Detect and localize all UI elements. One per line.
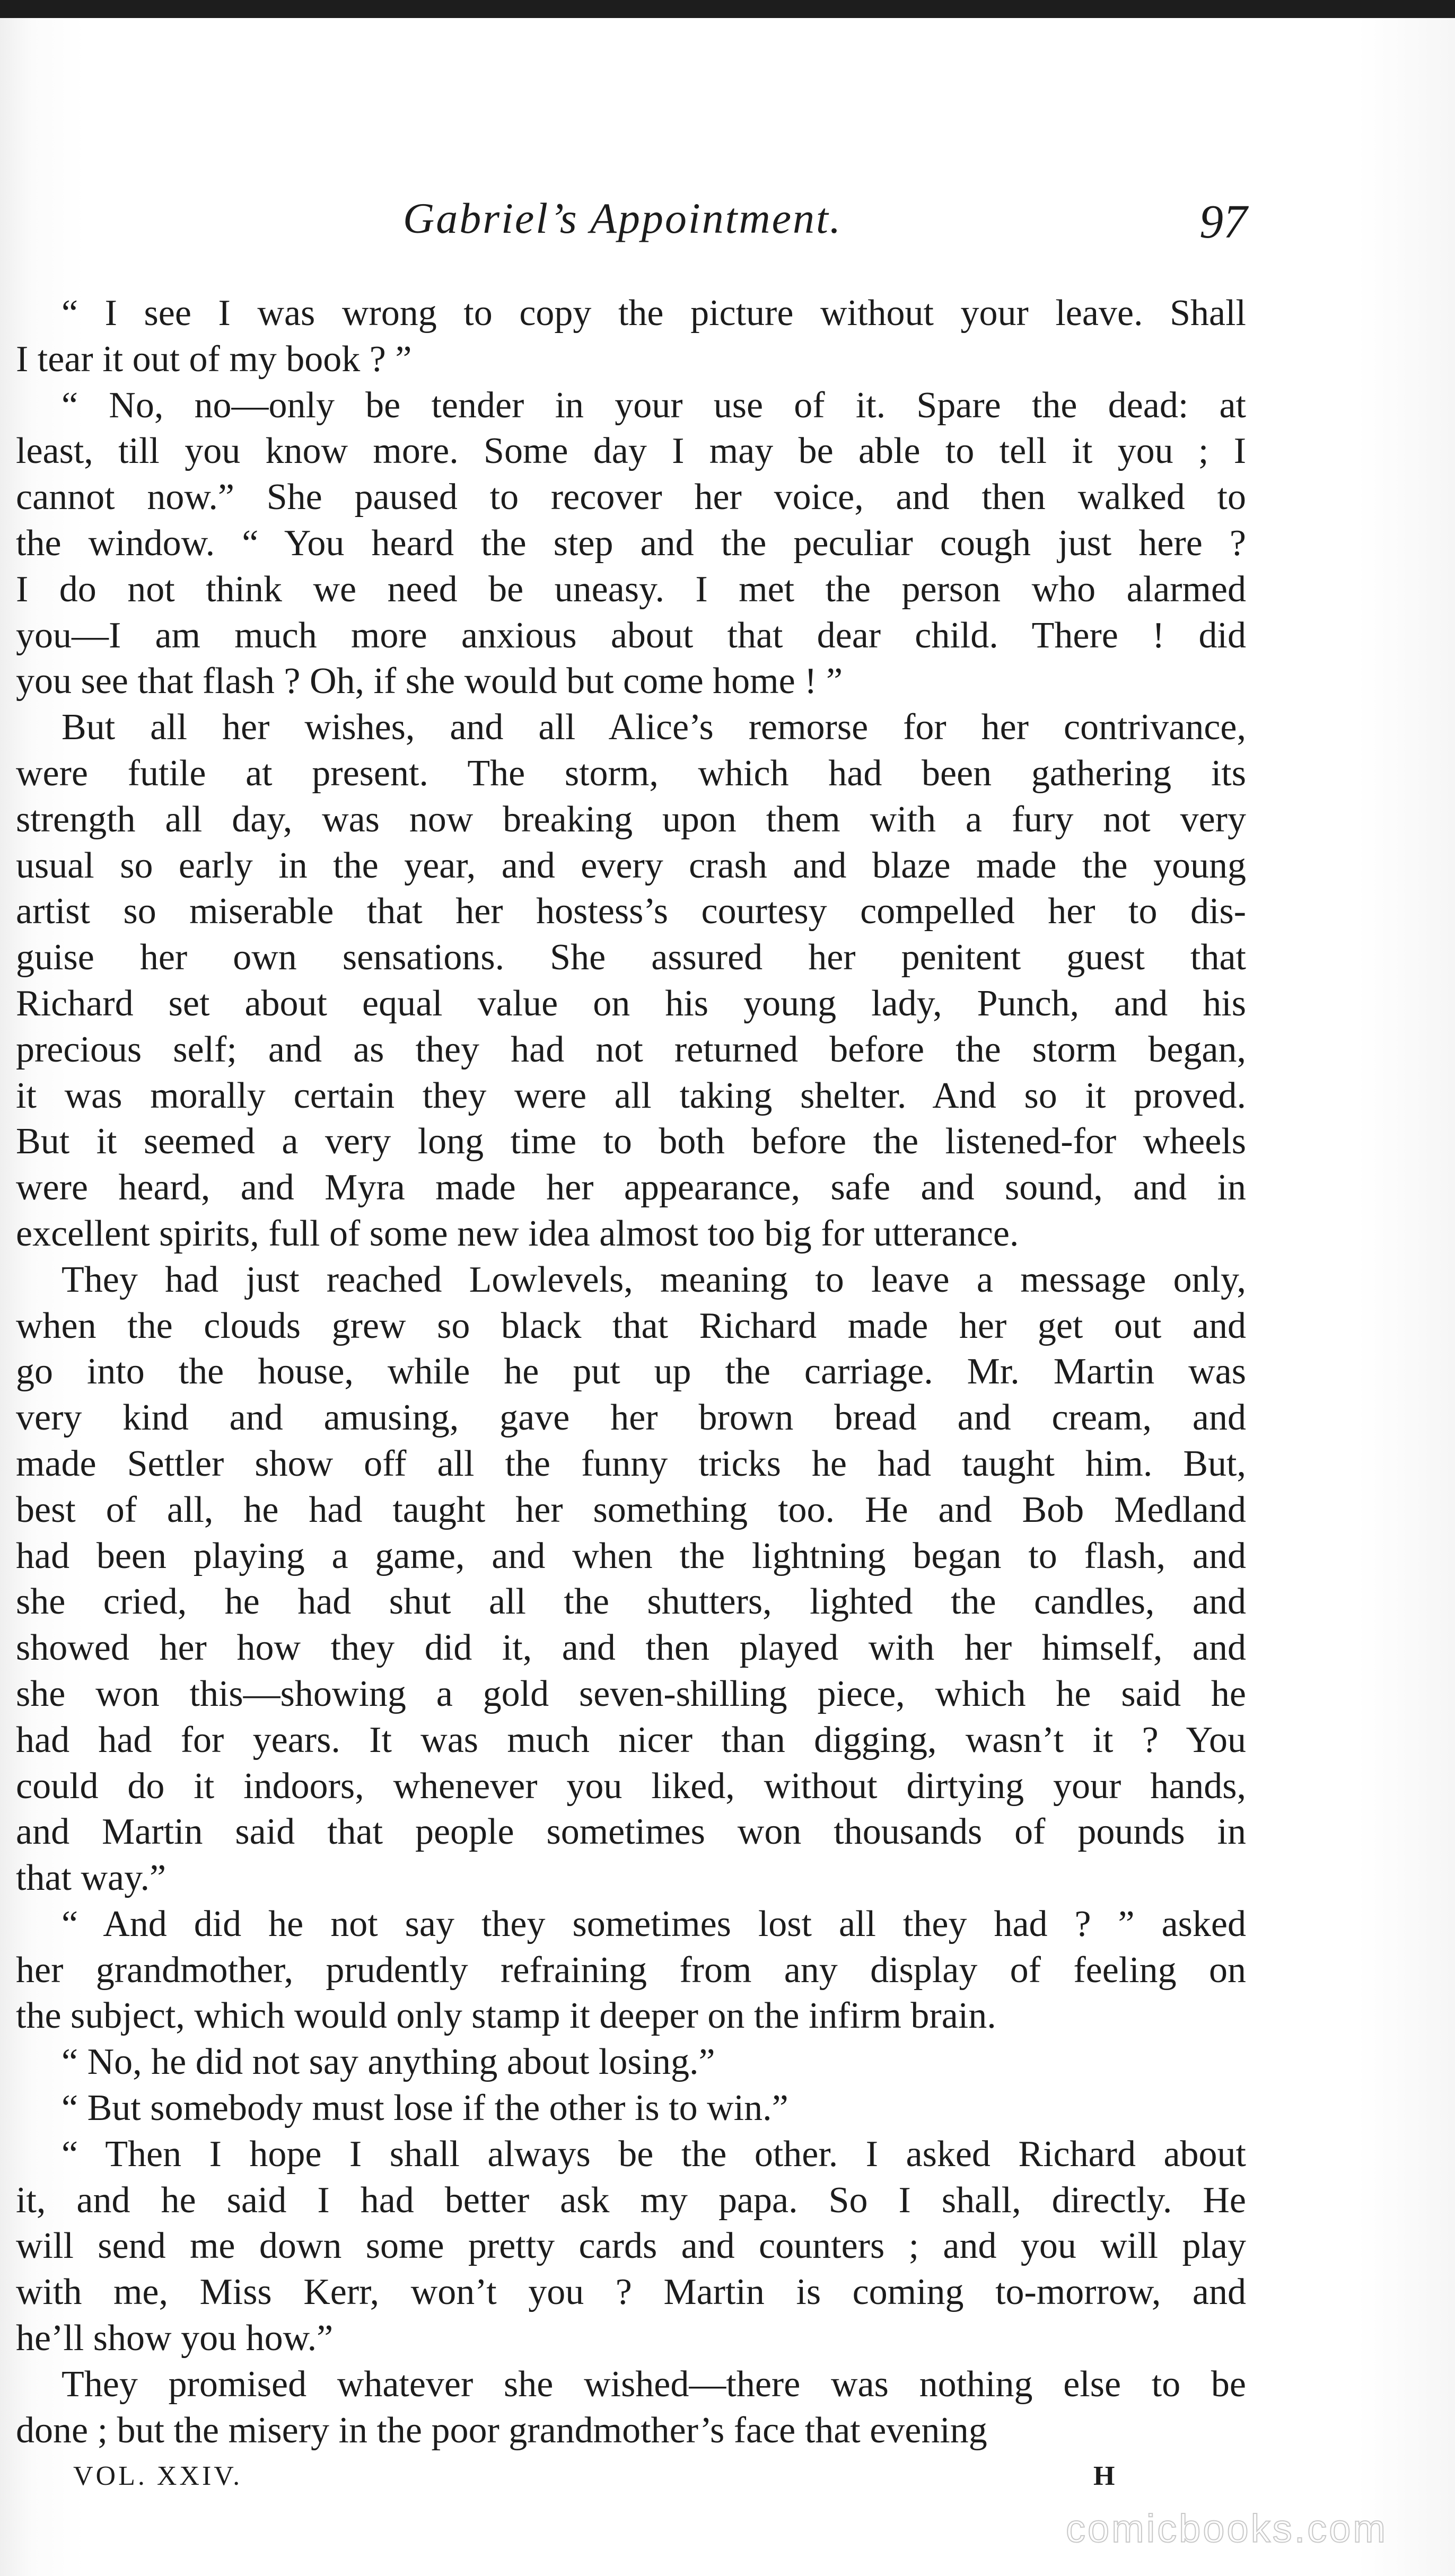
text-line: could do it indoors, whenever you liked, without dirtying your hands, [16, 1765, 1246, 1807]
text-line: the subject, which would only stamp it deeper on the infirm brain. [16, 1995, 996, 2037]
text-line: precious self; and as they had not returned before the storm began, [16, 1029, 1246, 1070]
text-line: and Martin said that people sometimes won thousands of pounds in [16, 1811, 1246, 1853]
text-line: usual so early in the year, and every crash and blaze made the young [16, 845, 1246, 886]
text-line: “ But somebody must lose if the other is to win.” [62, 2088, 788, 2129]
text-line: I tear it out of my book ? ” [16, 338, 412, 380]
page-number: 97 [1199, 196, 1247, 248]
text-line: They promised whatever she wished—there was nothing else to be [62, 2363, 1246, 2405]
text-line: excellent spirits, full of some new idea almost too big for utterance. [16, 1213, 1019, 1254]
text-line: her grandmother, prudently refraining from any display of feeling on [16, 1949, 1246, 1991]
text-line: best of all, he had taught her something too. He and Bob Medland [16, 1489, 1246, 1530]
text-line: strength all day, was now breaking upon them with a fury not very [16, 799, 1246, 840]
text-line: were futile at present. The storm, which had been gathering its [16, 752, 1246, 794]
paragraph [16, 1902, 1246, 2039]
text-line: “ Then I hope I shall always be the other. I asked Richard about [62, 2133, 1246, 2175]
running-head: Gabriel’s Appointment. [403, 194, 843, 242]
text-line: it, and he said I had better ask my papa. So I shall, directly. He [16, 2179, 1246, 2221]
text-line: “ And did he not say they sometimes lost all they had ? ” asked [62, 1903, 1246, 1944]
text-line: I do not think we need be uneasy. I met the person who alarmed [16, 568, 1246, 610]
body-text [16, 291, 1246, 2454]
paragraph [16, 291, 1246, 383]
paragraph [16, 2362, 1246, 2454]
page-header [0, 183, 1455, 262]
text-line: done ; but the misery in the poor grandmother’s face that evening [16, 2409, 987, 2451]
text-line: that way.” [16, 1857, 166, 1899]
text-line: But it seemed a very long time to both before the listened-for wheels [16, 1121, 1246, 1162]
signature-mark: H [1093, 2461, 1115, 2491]
text-line: go into the house, while he put up the carriage. Mr. Martin was [16, 1351, 1246, 1392]
text-line: Richard set about equal value on his young lady, Punch, and his [16, 983, 1246, 1024]
text-line: with me, Miss Kerr, won’t you ? Martin is coming to-morrow, and [16, 2272, 1246, 2313]
text-line: “ No, he did not say anything about losing.” [62, 2041, 715, 2083]
text-line: “ No, no—only be tender in your use of it. Spare the dead: at [62, 384, 1246, 426]
page-top-edge [0, 0, 1455, 18]
text-line: least, till you know more. Some day I may be able to tell it you ; I [16, 431, 1246, 472]
text-line: she cried, he had shut all the shutters, lighted the candles, and [16, 1581, 1246, 1623]
text-line: he’ll show you how.” [16, 2318, 334, 2359]
text-line: guise her own sensations. She assured her penitent guest that [16, 937, 1246, 978]
text-line: made Settler show off all the funny tricks he had taught him. But, [16, 1443, 1246, 1484]
text-line: the window. “ You heard the step and the peculiar cough just here ? [16, 522, 1246, 564]
text-line: had had for years. It was much nicer than digging, wasn’t it ? You [16, 1719, 1246, 1760]
text-line: will send me down some pretty cards and counters ; and you will play [16, 2225, 1246, 2267]
text-line: “ I see I was wrong to copy the picture without your leave. Shall [62, 293, 1246, 334]
paragraph [16, 383, 1246, 705]
paragraph [16, 2086, 1246, 2132]
text-line: she won this—showing a gold seven-shilling piece, which he said he [16, 1673, 1246, 1714]
text-line: had been playing a game, and when the lightning began to flash, and [16, 1535, 1246, 1576]
paragraph [16, 2039, 1246, 2086]
text-line: it was morally certain they were all taking shelter. And so it proved. [16, 1075, 1246, 1116]
text-line: showed her how they did it, and then played with her himself, and [16, 1627, 1246, 1669]
volume-label: VOL. XXIV. [73, 2461, 243, 2491]
text-line: you see that flash ? Oh, if she would but come home ! ” [16, 661, 843, 702]
paragraph [16, 705, 1246, 1257]
text-line: were heard, and Myra made her appearance, safe and sound, and in [16, 1167, 1246, 1208]
text-line: very kind and amusing, gave her brown bread and cream, and [16, 1397, 1246, 1439]
paragraph [16, 1257, 1246, 1902]
paragraph [16, 2132, 1246, 2362]
text-line: But all her wishes, and all Alice’s remorse for her contrivance, [62, 707, 1246, 748]
text-line: They had just reached Lowlevels, meaning to leave a message only, [62, 1259, 1246, 1300]
text-line: when the clouds grew so black that Richard made her get out and [16, 1305, 1246, 1346]
page-footer [0, 2454, 1455, 2502]
text-line: artist so miserable that her hostess’s courtesy compelled her to dis- [16, 891, 1246, 932]
watermark: comicbooks.com [1066, 2507, 1388, 2551]
text-line: you—I am much more anxious about that dear child. There ! did [16, 615, 1246, 656]
text-line: cannot now.” She paused to recover her voice, and then walked to [16, 477, 1246, 518]
